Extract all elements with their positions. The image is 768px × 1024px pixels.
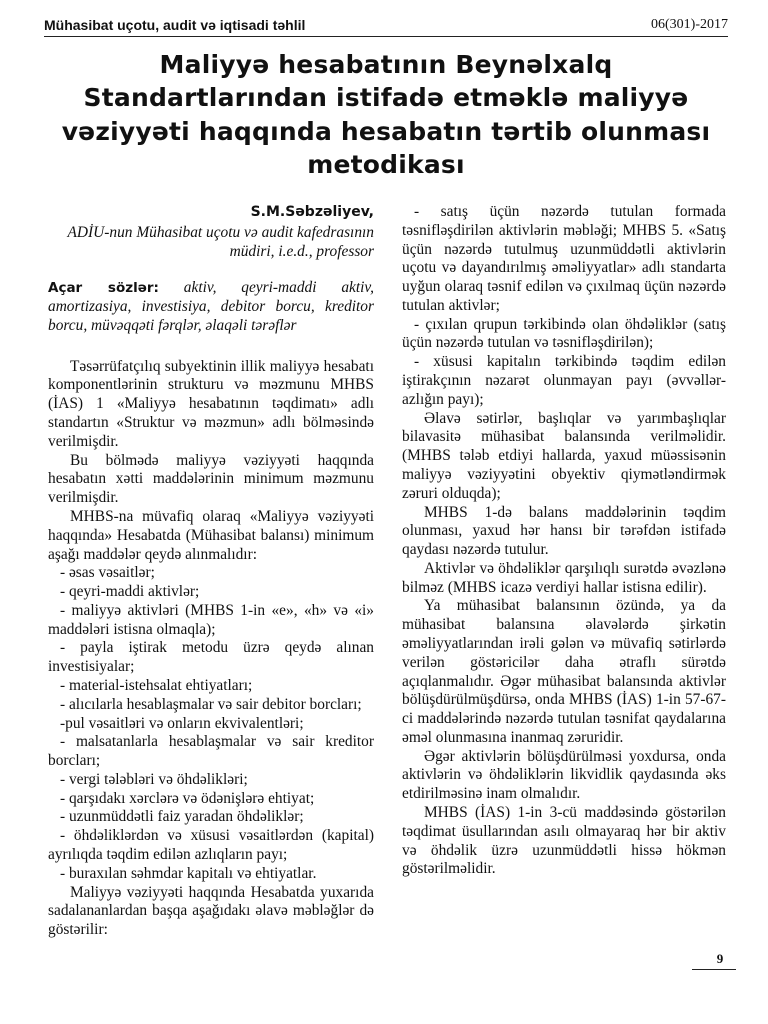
list-item: - öhdəliklərdən və xüsusi vəsaitlərdən (kapital) ayrılıqda təqdim edilən azlıqların payı; [48, 827, 374, 863]
running-header [44, 14, 728, 37]
list-item: -pul vəsaitləri və onların ekvivalentləri; [60, 714, 304, 732]
page-number: 9 [716, 951, 724, 966]
list-item: - çıxılan qrupun tərkibində olan öhdəliklər (satış üçün nəzərdə tutulan və təsnifləşdirilən); [402, 315, 726, 352]
list-item: - buraxılan səhmdar kapitalı və ehtiyatlar. [60, 864, 317, 882]
paragraph: MHBS-na müvafiq olaraq «Maliyyə vəziyyəti haqqında» Hesabatda (Mühasibat balansı) minimum aşağı maddələr qeydə alınmalıdır: [48, 507, 374, 563]
left-body-text [48, 358, 374, 940]
paragraph: Bu bölmədə maliyyə vəziyyəti haqqında hesabatın xətti maddələrinin minimum məzmunu verilmişdir. [48, 451, 374, 507]
author-affiliation: ADİU-nun Mühasibat uçotu və audit kafedrasının müdiri, i.e.d., professor [67, 223, 374, 260]
list-item: - alıcılarla hesablaşmalar və sair debitor borcları; [60, 695, 362, 713]
right-column [402, 203, 726, 879]
list-item: - material-istehsalat ehtiyatları; [60, 676, 253, 694]
author-name: S.M.Səbzəliyev, [250, 204, 374, 220]
list-item: - payla iştirak metodu üzrə qeydə alınan investisiyalar; [48, 639, 374, 676]
paragraph: Əgər aktivlərin bölüşdürülməsi yoxdursa, onda aktivlərin və öhdəliklərin likvidlik qaydasında əks etdirilməsinə inam olmalıdır. [402, 747, 726, 803]
article-title: Maliyyə hesabatının Beynəlxalq Standartlarından istifadə etməklə maliyyə vəziyyəti haqqında hesabatın tərtib olunması metodikası [61, 50, 711, 179]
list-item: - malsatanlarla hesablaşmalar və sair kreditor borcları; [48, 733, 374, 770]
paragraph: MHBS (İAS) 1-in 3-cü maddəsində göstərilən təqdimat üsullarından asılı olmayaraq hər bir aktiv və öhdəlik üzrə uzunmüddətli hissə hökmən göstərilməlidir. [402, 804, 726, 878]
list-item: - qarşıdakı xərclərə və ödənişlərə ehtiyat; [60, 789, 315, 807]
paragraph: Əlavə sətirlər, başlıqlar və yarımbaşlıqlar bilavasitə mühasibat balansında verilməlidir. (MHBS tələb etdiyi hallarda, yaxud müəssisənin maliyyə vəziyyətini obyektiv qiymətləndirmək zəruri olduqda); [402, 409, 726, 502]
list-item: - uzunmüddətli faiz yaradan öhdəliklər; [60, 808, 304, 826]
paragraph: Ya mühasibat balansının özündə, ya da mühasibat balansına əlavələrdə şirkətin əməliyyatlarından irəli gələn və müvafiq sətirlərdə verilən göstəricilər daha ətraflı sürətdə açıqlanmalıdır. Əgər mühasibat balansında aktivlər bölüşdürülmüşdürsə, onda MHBS (İAS) 1-in 57-67-ci maddələrində nəzərdə tutulan təsnifat qaydalarına əməl olunmasına inanmaq zəruridir. [402, 597, 726, 746]
list-item: - xüsusi kapitalın tərkibində təqdim edilən iştirakçının nəzarət olunmayan payı (əvvəllər-azlığın payı); [402, 353, 726, 408]
footer-rule [692, 969, 736, 970]
list-item: - maliyyə aktivləri (MHBS 1-in «e», «h» və «i» maddələri istisna olmaqla); [48, 601, 374, 638]
journal-name: Mühasibat uçotu, audit və iqtisadi təhlil [44, 17, 306, 33]
paragraph: Təsərrüfatçılıq subyektinin illik maliyyə hesabatı komponentlərinin strukturu və məzmunu MHBS (İAS) 1 «Maliyyə hesabatının təqdimatı» adlı standartın «Struktur və məzmun» adlı bölməsində verilmişdir. [48, 357, 374, 450]
list-item: - əsas vəsaitlər; [60, 564, 155, 582]
paragraph: Maliyyə vəziyyəti haqqında Hesabatda yuxarıda sadalananlardan başqa aşağıdakı əlavə məbləğlər də göstərilir: [48, 883, 374, 939]
paragraph: MHBS 1-də balans maddələrinin təqdim olunması, yaxud hər hansı bir tərəfdən istifadə qaydası nəzərdə tutulur. [402, 503, 726, 559]
keywords-label: Açar sözlər: [48, 280, 159, 297]
list-item: - vergi tələbləri və öhdəlikləri; [60, 770, 248, 788]
paragraph: Aktivlər və öhdəliklər qarşılıqlı surətdə əvəzlənə bilməz (MHBS icazə verdiyi hallar istisna edilir). [402, 559, 726, 596]
issue-number: 06(301)-2017 [651, 17, 728, 32]
keywords-text: aktiv, qeyri-maddi aktiv, amortizasiya, investisiya, debitor borcu, kreditor borcu, müvəqqəti fərqlər, əlaqəli tərəflər [48, 279, 374, 334]
author-line [48, 203, 374, 222]
list-item: - qeyri-maddi aktivlər; [60, 583, 200, 601]
left-column [48, 203, 374, 940]
list-item: - satış üçün nəzərdə tutulan formada təsnifləşdirilən aktivlərin məbləği; MHBS 5. «Satış üçün nəzərdə tutulmuş uzunmüddətli aktivlərin uçotu və dayandırılmış əməliyyatlar» adlı standarta uyğun olaraq təsnif edilən və çıxılmaq üçün nəzərdə tutulan aktivlər; [402, 203, 726, 314]
keywords [48, 279, 374, 335]
